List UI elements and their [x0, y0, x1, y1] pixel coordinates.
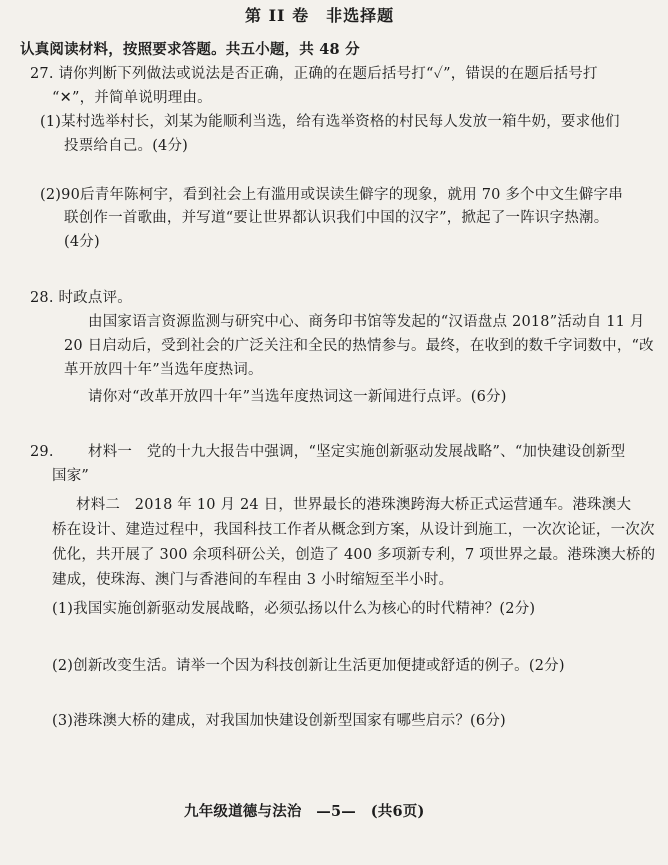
q29-material-2-line-2: 桥在设计、建造过程中，我国科技工作者从概念到方案，从设计到施工，一次次论证，一次次 [52, 522, 655, 538]
q29-number: 29. [30, 444, 54, 460]
q29-material-2-line-4: 建成，使珠海、澳门与香港间的车程由 3 小时缩短至半小时。 [52, 572, 454, 588]
q29-sub-question-3: (3)港珠澳大桥的建成，对我国加快建设创新型国家有哪些启示？(6分) [52, 713, 506, 729]
q27-item-1-line-2: 投票给自己。(4分) [64, 138, 189, 154]
q28-paragraph-line-3: 革开放四十年”当选年度热词。 [64, 362, 263, 378]
section-instruction: 认真阅读材料，按照要求答题。共五小题，共 48 分 [20, 41, 360, 58]
q27-prompt-line-2: “✕”，并简单说明理由。 [52, 90, 212, 106]
q29-material-2-line-3: 优化，共开展了 300 余项科研公关，创造了 400 多项新专利，7 项世界之最。港珠澳大桥的 [52, 547, 656, 563]
q28-paragraph-line-2: 20 日启动后，受到社会的广泛关注和全民的热情参与。最终，在收到的数千字词数中，“改 [64, 338, 654, 354]
section-title: 第 II 卷 非选择题 [245, 6, 395, 25]
q29-material-1-line-2: 国家” [52, 468, 90, 484]
q27-item-2-line-3: (4分) [64, 234, 100, 250]
q27-item-2-line-1: (2)90后青年陈柯宇，看到社会上有滥用或误读生僻字的现象，就用 70 多个中文生僻字串 [40, 187, 623, 203]
q28-title: 28. 时政点评。 [30, 290, 132, 306]
q29-sub-question-1: (1)我国实施创新驱动发展战略，必须弘扬以什么为核心的时代精神？(2分) [52, 601, 536, 617]
page-footer: 九年级道德与法治 —5— (共6页) [184, 803, 425, 820]
q28-paragraph-line-1: 由国家语言资源监测与研究中心、商务印书馆等发起的“汉语盘点 2018”活动自 11 月 [88, 314, 645, 330]
q29-material-2-line-1: 材料二 2018 年 10 月 24 日，世界最长的港珠澳跨海大桥正式运营通车。港珠澳大 [76, 497, 632, 513]
q27-item-1-line-1: (1)某村选举村长，刘某为能顺利当选，给有选举资格的村民每人发放一箱牛奶，要求他们 [40, 114, 620, 130]
q27-prompt-line-1: 27. 请你判断下列做法或说法是否正确，正确的在题后括号打“✓”，错误的在题后括号打 [30, 66, 598, 82]
q29-material-1-line-1: 材料一 党的十九大报告中强调，“坚定实施创新驱动发展战略”、“加快建设创新型 [88, 444, 626, 460]
q29-sub-question-2: (2)创新改变生活。请举一个因为科技创新让生活更加便捷或舒适的例子。(2分) [52, 658, 565, 674]
q28-task: 请你对“改革开放四十年”当选年度热词这一新闻进行点评。(6分) [88, 389, 507, 405]
q27-item-2-line-2: 联创作一首歌曲，并写道“要让世界都认识我们中国的汉字”，掀起了一阵识字热潮。 [64, 210, 609, 226]
